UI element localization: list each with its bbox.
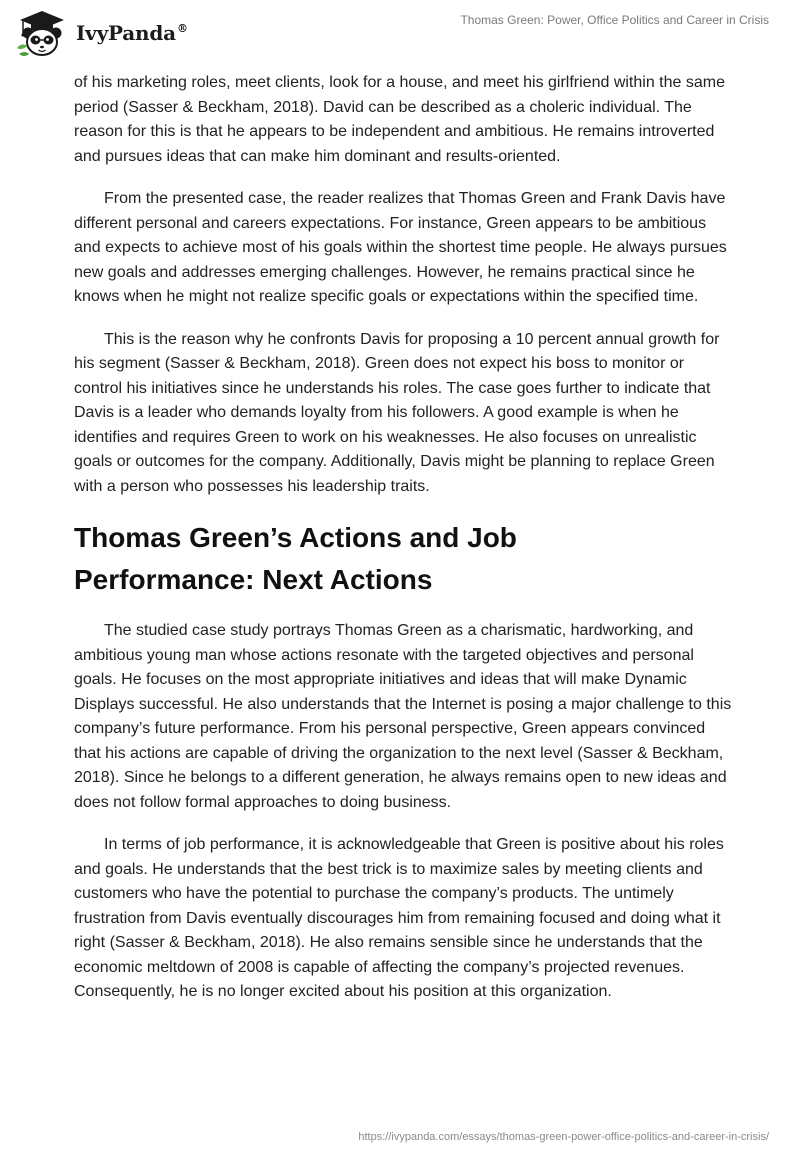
document-title: Thomas Green: Power, Office Politics and Career in Crisis [460,13,769,27]
paragraph-actions: The studied case study portrays Thomas Green as a charismatic, hardworking, and ambitious young man whose actions resonate with the targeted objectives and personal goals. He focuses on the most appropriate initiatives and ideas that will make Dynamic Displays successful. He also understands that the Internet is posing a major challenge to this company’s future performance. From his personal perspective, Green appears convinced that his actions are capable of driving the organization to the next level (Sasser & Beckham, 2018). Since he belongs to a different generation, he always remains open to new ideas and does not follow formal approaches to doing business. [74,622,732,811]
panda-graduate-icon [14,8,70,58]
source-url[interactable]: https://ivypanda.com/essays/thomas-green-power-office-politics-and-career-in-crisis/ [358,1131,769,1143]
section-heading: Thomas Green’s Actions and Job Performance: Next Actions [74,522,517,595]
paragraph-expectations: From the presented case, the reader realizes that Thomas Green and Frank Davis have different personal and careers expectations. For instance, Green appears to be ambitious and expects to achieve most of his goals within the shortest time people. He always pursues new goals and addresses emerging challenges. However, he remains practical since he knows when he might not realize specific goals or expectations within the specified time. [74,190,727,305]
page-header [0,0,800,70]
brand-logo[interactable] [14,8,188,58]
brand-name: IvyPanda® [76,21,188,45]
paragraph-confrontation: This is the reason why he confronts Davis for proposing a 10 percent annual growth for his segment (Sasser & Beckham, 2018). Green does not expect his boss to monitor or control his initiatives since he understands his roles. The case goes further to indicate that Davis is a leader who demands loyalty from his followers. A good example is when he identifies and requires Green to work on his weaknesses. He also focuses on unrealistic goals or outcomes for the company. Additionally, Davis might be planning to replace Green with a person who possesses his leadership traits. [74,330,720,495]
paragraph-job-performance: In terms of job performance, it is acknowledgeable that Green is positive about his roles and goals. He understands that the best trick is to maximize sales by meeting clients and customers who have the potential to purchase the company’s products. The untimely frustration from Davis eventually discourages him from remaining focused and doing what it right (Sasser & Beckham, 2018). He also remains sensible since he understands that the economic meltdown of 2008 is capable of affecting the company’s projected revenues. Consequently, he is no longer excited about his position at this organization. [74,836,724,1000]
essay-content [74,71,734,1023]
paragraph-continued: of his marketing roles, meet clients, look for a house, and meet his girlfriend within the same period (Sasser & Beckham, 2018). David can be described as a choleric individual. The reason for this is that he appears to be independent and ambitious. He remains introverted and pursues ideas that can make him dominant and results-oriented. [74,74,725,165]
